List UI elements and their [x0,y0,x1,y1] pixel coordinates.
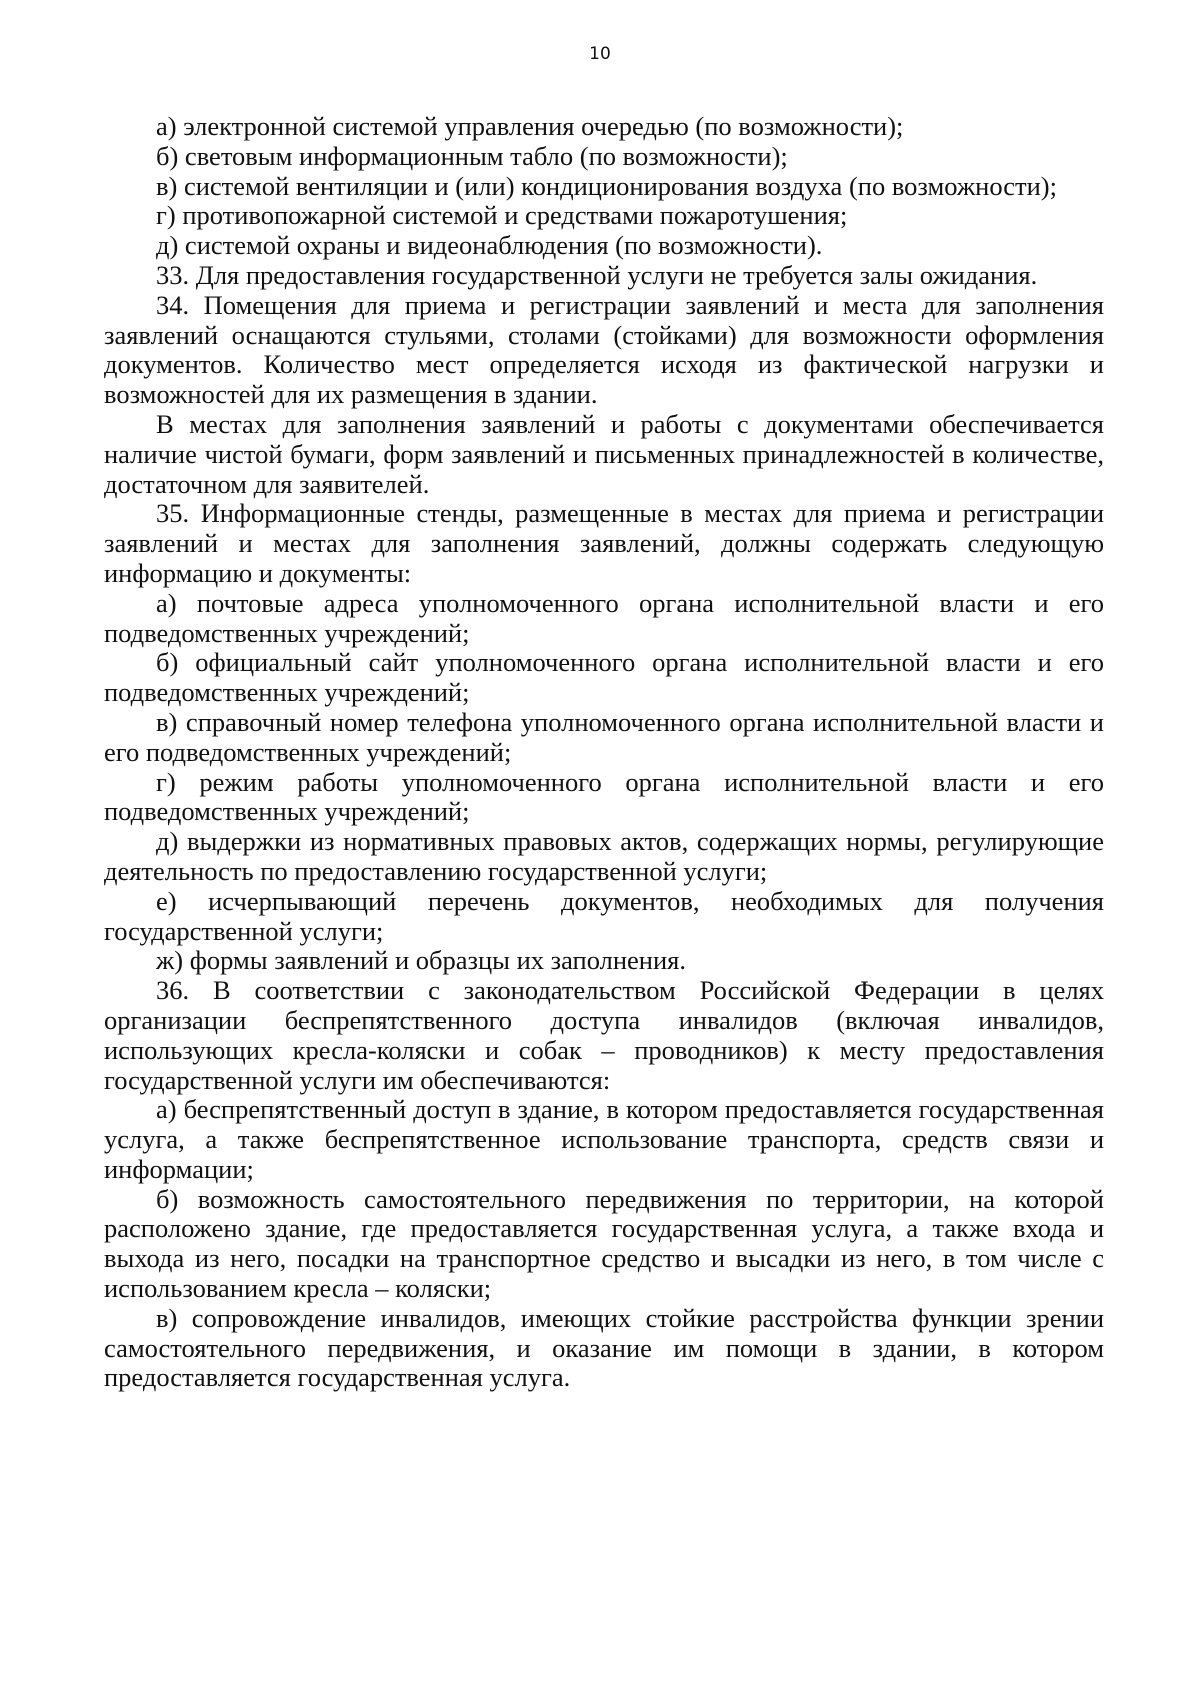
paragraph: а) электронной системой управления очередью (по возможности); [156,111,904,141]
paragraph: в) системой вентиляции и (или) кондиционирования воздуха (по возможности); [156,170,1057,201]
paragraph: г) режим работы уполномоченного органа исполнительной власти и его подведомственных учреждений; [104,766,1104,827]
paragraph: б) официальный сайт уполномоченного органа исполнительной власти и его подведомственных учреждений; [104,647,1104,708]
paragraph: В местах для заполнения заявлений и работы с документами обеспечивается наличие чистой бумаги, форм заявлений и письменных принадлежностей в количестве, достаточном для заявителей. [104,408,1104,499]
paragraph: е) исчерпывающий перечень документов, необходимых для получения государственной услуги; [104,885,1104,946]
paragraph: г) противопожарной системой и средствами пожаротушения; [156,200,848,231]
paragraph: а) почтовые адреса уполномоченного органа исполнительной власти и его подведомственных учреждений; [104,587,1104,648]
paragraph: д) выдержки из нормативных правовых актов, содержащих нормы, регулирующие деятельность по предоставлению государственной услуги; [104,826,1104,886]
paragraph: а) беспрепятственный доступ в здание, в котором предоставляется государственная услуга, а также беспрепятственное использование транспорта, средств связи и информации; [104,1094,1104,1184]
paragraph: 36. В соответствии с законодательством Российской Федерации в целях организации беспрепятственного доступа инвалидов (включая инвалидов, использующих кресла-коляски и собак – проводников) к месту предоставления государственной услуги им обеспечиваются: [104,975,1104,1095]
paragraph: в) сопровождение инвалидов, имеющих стойкие расстройства функции зрении самостоятельного передвижения, и оказание им помощи в здании, в котором предоставляется государственная услуга. [104,1302,1104,1393]
paragraph: д) системой охраны и видеонаблюдения (по возможности). [156,230,823,261]
paragraph: 33. Для предоставления государственной услуги не требуется залы ожидания. [156,259,1038,290]
paragraph: в) справочный номер телефона уполномоченного органа исполнительной власти и его подведомственных учреждений; [104,706,1104,767]
paragraph: б) световым информационным табло (по возможности); [156,140,788,171]
paragraph: б) возможность самостоятельного передвижения по территории, на которой расположено здание, где предоставляется государственная услуга, а также входа и выхода из него, посадки на транспортное средство и высадки из него, в том числе с использованием кресла – коляски; [104,1183,1104,1304]
paragraph: 35. Информационные стенды, размещенные в местах для приема и регистрации заявлений и местах для заполнения заявлений, должны содержать следующую информацию и документы: [104,498,1104,588]
paragraph: ж) формы заявлений и образцы их заполнения. [156,945,686,976]
document-body [104,112,1104,1393]
paragraph: 34. Помещения для приема и регистрации заявлений и места для заполнения заявлений оснащаются стульями, столами (стойками) для возможности оформления документов. Количество мест определяется исходя из фактической нагрузки и возможностей для их размещения в здании. [104,289,1104,410]
page-number: 10 [589,44,611,64]
